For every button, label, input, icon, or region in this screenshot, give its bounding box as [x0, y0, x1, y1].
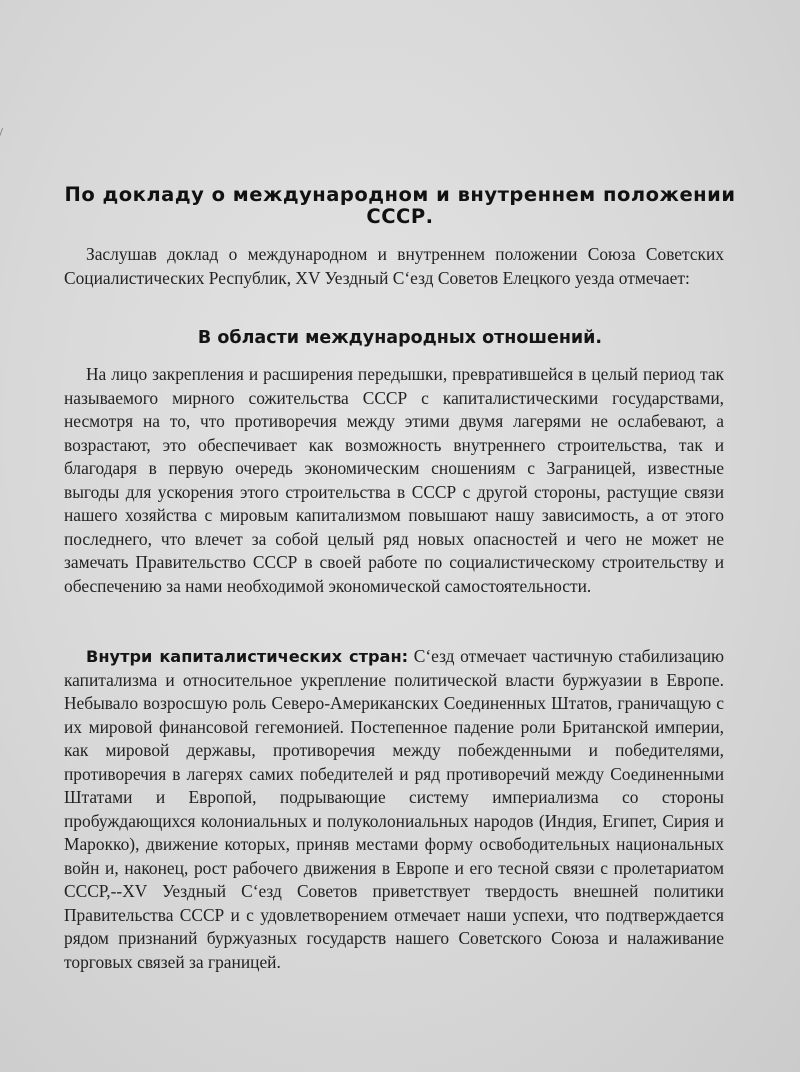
paragraph-capitalist-countries: [64, 645, 724, 974]
section-heading: В области международных отношений.: [197, 328, 603, 348]
document-title: По докладу о международном и внутреннем положении СССР.: [64, 183, 736, 228]
paragraph-international-relations: На лицо закрепления и расширения передышки, превратившейся в целый период так называемого мирного сожительства СССР с капиталистическими государствами, несмотря на то, что противоречия между этими двумя лагерями не ослабевают, а возрастают, это обеспечивает как возможность внутреннего строительства, так и благодаря в первую очередь экономическим сношениям с Заграницей, известные выгоды для ускорения этого строительства в СССР с другой стороны, растущие связи нашего хозяйства с мировым капитализмом повышают нашу зависимость, а от этого последнего, что влечет за собой целый ряд новых опасностей и чего не может не замечать Правительство СССР в своей работе по социалистическому строительству и обеспечению за нами необходимой экономической самостоятельности.: [64, 364, 724, 596]
intro-paragraph: Заслушав доклад о международном и внутреннем положении Союза Советских Социалистических Республик, XV Уездный С‘езд Советов Елецкого уезда отмечает:: [64, 244, 724, 288]
margin-mark: [0, 128, 8, 140]
paragraph-lead: Внутри капиталистических стран:: [86, 647, 409, 666]
paragraph-body: С‘езд отмечает частичную стабилизацию капитализма и относительное укрепление политической власти буржуазии в Европе. Небывало возросшую роль Северо-Американских Соединенных Штатов, граничащую с их мировой финансовой гегемонией. Постепенное падение роли Британской империи, как мировой державы, противоречия между побежденными и победителями, противоречия в лагерях самих победителей и ряд противоречий между Соединенными Штатами и Европой, подрывающие систему империализма со стороны пробуждающихся колониальных и полуколониальных народов (Индия, Египет, Сирия и Марокко), движение которых, приняв местами форму освободительных национальных войн и, наконец, рост рабочего движения в Европе и его тесной связи с пролетариатом СССР,--XV Уездный С‘езд Советов приветствует твердость внешней политики Правительства СССР и с удовлетворением отмечает наши успехи, что подтверждается рядом признаний буржуазных государств нашего Советского Союза и налаживание торговых связей за границей.: [64, 646, 724, 972]
